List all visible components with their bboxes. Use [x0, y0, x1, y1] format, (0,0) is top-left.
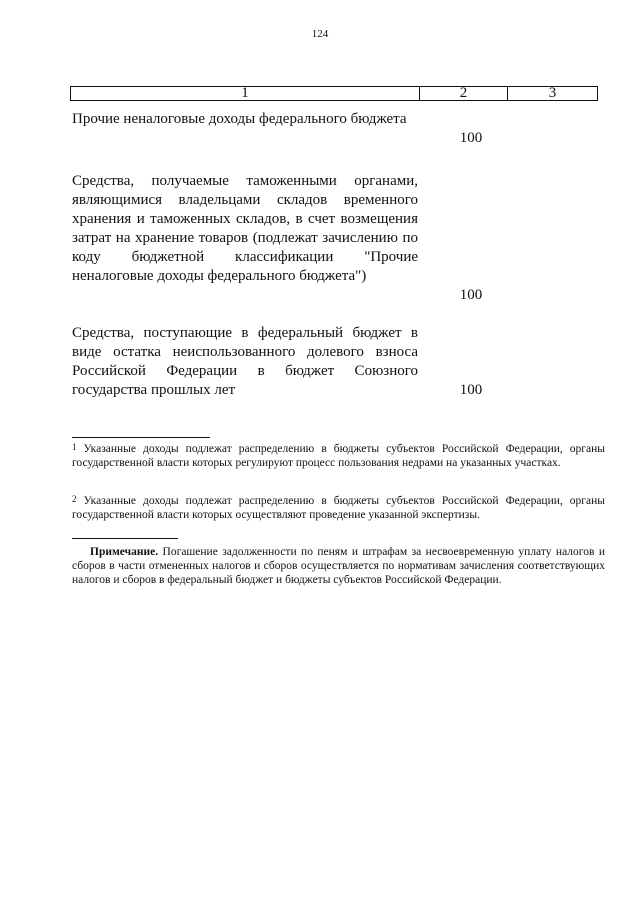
page-number: 124	[311, 28, 329, 40]
footnote	[72, 494, 605, 522]
footnote-marker: 2	[72, 494, 77, 504]
table-row	[72, 110, 597, 146]
row-description: Прочие неналоговые доходы федерального бюджета	[72, 111, 407, 127]
table-header-col-1: 1	[71, 87, 420, 100]
footnote	[72, 442, 605, 470]
footnote-separator	[72, 437, 210, 438]
table-header-col-2: 2	[420, 87, 508, 100]
table-row	[72, 172, 597, 303]
note-separator	[72, 538, 178, 539]
row-description: Средства, получаемые таможенными органами, являющимися владельцами складов временного хранения и таможенных складов, в счет возмещения затрат на хранение товаров (подлежат зачислению по коду бюджетной классификации "Прочие неналоговые доходы федерального бюджета")	[72, 173, 418, 284]
note-text: Погашение задолженности по пеням и штрафам за несвоевременную уплату налогов и сборов в части отмененных налогов и сборов осуществляется по нормативам зачисления соответствующих налогов и сборов в федеральный бюджет и бюджеты субъектов Российской Федерации.	[72, 546, 605, 586]
note	[72, 545, 605, 587]
note-label: Примечание.	[90, 546, 159, 558]
footnote-text: Указанные доходы подлежат распределению в бюджеты субъектов Российской Федерации, органы государственной власти которых осуществляют проведение указанной экспертизы.	[72, 495, 606, 521]
table-row	[72, 324, 597, 400]
row-value: 100	[459, 382, 483, 398]
table-header-col-3: 3	[548, 85, 557, 101]
footnote-marker: 1	[72, 442, 77, 452]
table-header	[70, 86, 598, 101]
row-value: 100	[459, 130, 483, 146]
row-value: 100	[459, 287, 483, 303]
row-description: Средства, поступающие в федеральный бюджет в виде остатка неиспользованного долевого взноса Российской Федерации в бюджет Союзного государства прошлых лет	[72, 325, 418, 398]
footnote-text: Указанные доходы подлежат распределению в бюджеты субъектов Российской Федерации, органы государственной власти которых регулируют процесс пользования недрами на указанных участках.	[72, 443, 606, 469]
